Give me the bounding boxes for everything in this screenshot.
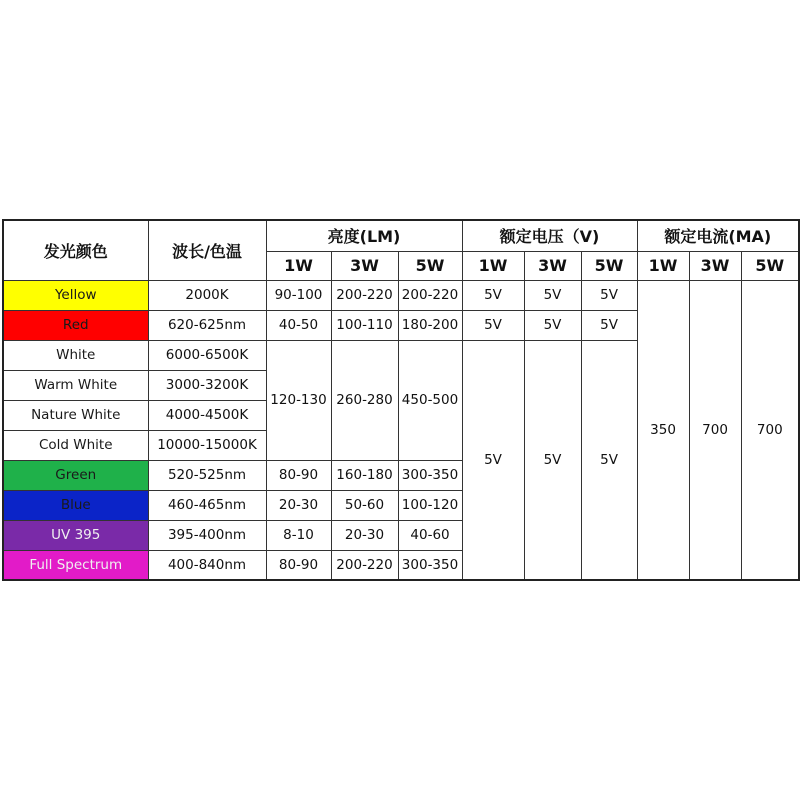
wavelength-cell: 3000-3200K	[148, 370, 266, 400]
lm-cell: 90-100	[266, 280, 331, 310]
voltage-cell: 5V	[581, 340, 637, 580]
lm-cell: 300-350	[398, 460, 462, 490]
color-cell: UV 395	[3, 520, 148, 550]
header-v-1w: 1W	[462, 251, 524, 280]
lm-cell: 180-200	[398, 310, 462, 340]
wavelength-cell: 395-400nm	[148, 520, 266, 550]
header-ma-5w: 5W	[741, 251, 799, 280]
color-cell: Red	[3, 310, 148, 340]
color-cell: Warm White	[3, 370, 148, 400]
header-brightness: 亮度(LM)	[266, 220, 462, 251]
wavelength-cell: 2000K	[148, 280, 266, 310]
header-wavelength: 波长/色温	[148, 220, 266, 280]
current-cell-5w: 700	[741, 280, 799, 580]
header-v-5w: 5W	[581, 251, 637, 280]
lm-cell: 20-30	[266, 490, 331, 520]
lm-cell: 100-110	[331, 310, 398, 340]
header-v-3w: 3W	[524, 251, 581, 280]
color-cell: Green	[3, 460, 148, 490]
color-cell: Cold White	[3, 430, 148, 460]
voltage-cell: 5V	[462, 310, 524, 340]
lm-cell: 80-90	[266, 460, 331, 490]
lm-cell: 120-130	[266, 340, 331, 460]
voltage-cell: 5V	[462, 340, 524, 580]
voltage-cell: 5V	[581, 310, 637, 340]
wavelength-cell: 620-625nm	[148, 310, 266, 340]
color-cell: Yellow	[3, 280, 148, 310]
voltage-cell: 5V	[524, 340, 581, 580]
voltage-cell: 5V	[462, 280, 524, 310]
wavelength-cell: 10000-15000K	[148, 430, 266, 460]
wavelength-cell: 460-465nm	[148, 490, 266, 520]
header-lm-3w: 3W	[331, 251, 398, 280]
header-color: 发光颜色	[3, 220, 148, 280]
lm-cell: 200-220	[331, 280, 398, 310]
lm-cell: 300-350	[398, 550, 462, 580]
header-lm-1w: 1W	[266, 251, 331, 280]
header-lm-5w: 5W	[398, 251, 462, 280]
wavelength-cell: 520-525nm	[148, 460, 266, 490]
voltage-cell: 5V	[524, 280, 581, 310]
current-cell-1w: 350	[637, 280, 689, 580]
voltage-cell: 5V	[524, 310, 581, 340]
lm-cell: 50-60	[331, 490, 398, 520]
header-ma-3w: 3W	[689, 251, 741, 280]
lm-cell: 40-50	[266, 310, 331, 340]
lm-cell: 8-10	[266, 520, 331, 550]
lm-cell: 100-120	[398, 490, 462, 520]
wavelength-cell: 4000-4500K	[148, 400, 266, 430]
lm-cell: 160-180	[331, 460, 398, 490]
lm-cell: 20-30	[331, 520, 398, 550]
wavelength-cell: 6000-6500K	[148, 340, 266, 370]
lm-cell: 450-500	[398, 340, 462, 460]
color-cell: White	[3, 340, 148, 370]
header-ma-1w: 1W	[637, 251, 689, 280]
header-current: 额定电流(MA)	[637, 220, 799, 251]
table-row	[3, 280, 799, 310]
lm-cell: 200-220	[331, 550, 398, 580]
current-cell-3w: 700	[689, 280, 741, 580]
lm-cell: 260-280	[331, 340, 398, 460]
voltage-cell: 5V	[581, 280, 637, 310]
lm-cell: 40-60	[398, 520, 462, 550]
color-cell: Blue	[3, 490, 148, 520]
header-voltage: 额定电压（V)	[462, 220, 637, 251]
color-cell: Nature White	[3, 400, 148, 430]
color-cell: Full Spectrum	[3, 550, 148, 580]
spec-table	[2, 219, 800, 581]
wavelength-cell: 400-840nm	[148, 550, 266, 580]
lm-cell: 200-220	[398, 280, 462, 310]
lm-cell: 80-90	[266, 550, 331, 580]
